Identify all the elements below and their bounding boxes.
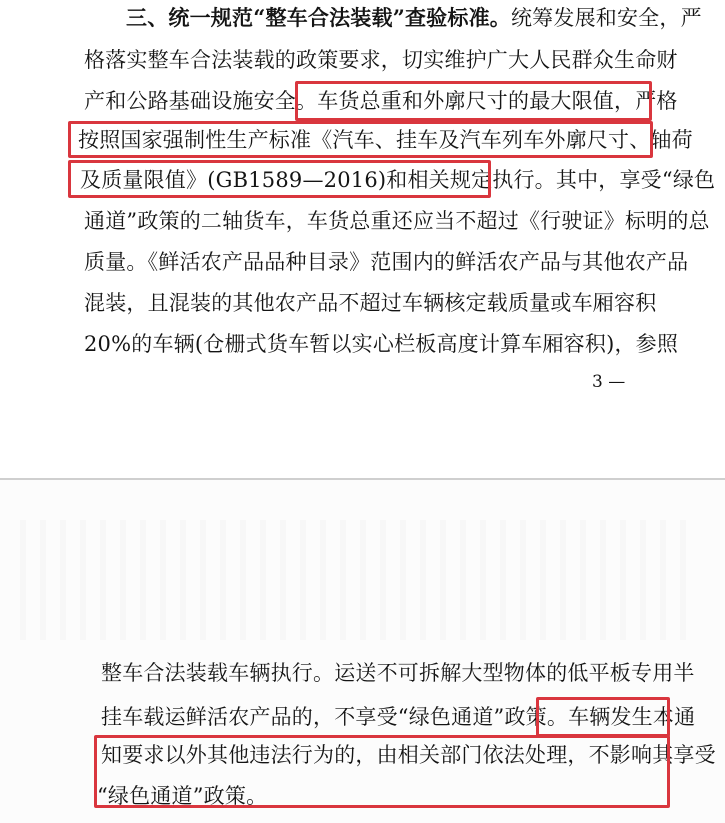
paragraph-line-3: 产和公路基础设施安全。车货总重和外廓尺寸的最大限值，严格 [84,89,678,113]
show-through-texture [20,520,700,640]
paragraph-line-12: 知要求以外其他违法行为的，由相关部门依法处理，不影响其享受 [101,743,716,767]
paragraph-line-1: 三、统一规范“整车合法装载”查验标准。统筹发展和安全，严 [126,5,702,30]
paragraph-line-7: 质量。《鲜活农产品品种目录》范围内的鲜活农产品与其他农产品 [84,250,689,274]
paragraph-line-10: 整车合法装载车辆执行。运送不可拆解大型物体的低平板专用半 [101,661,695,685]
paragraph-line-8: 混装，且混装的其他农产品不超过车辆核定载质量或车厢容积 [84,291,657,315]
paragraph-line-2: 格落实整车合法装载的政策要求，切实维护广大人民群众生命财 [84,48,678,72]
page-number: 3 — [592,372,626,392]
paragraph-line-5: 及质量限值》(GB1589—2016)和相关规定执行。其中，享受“绿色 [80,168,716,192]
paragraph-line-6: 通道”政策的二轴货车，车货总重还应当不超过《行驶证》标明的总 [84,209,710,233]
paragraph-line-9: 20%的车辆(仓栅式货车暂以实心栏板高度计算车厢容积)，参照 [84,332,679,356]
section-heading: 三、统一规范“整车合法装载”查验标准。 [126,5,511,30]
paragraph-line-4: 按照国家强制性生产标准《汽车、挂车及汽车列车外廓尺寸、轴荷 [78,128,693,152]
paragraph-line-11: 挂车载运鲜活农产品的，不享受“绿色通道”政策。车辆发生本通 [101,705,696,729]
paragraph-line-13: “绿色通道”政策。 [97,784,268,808]
